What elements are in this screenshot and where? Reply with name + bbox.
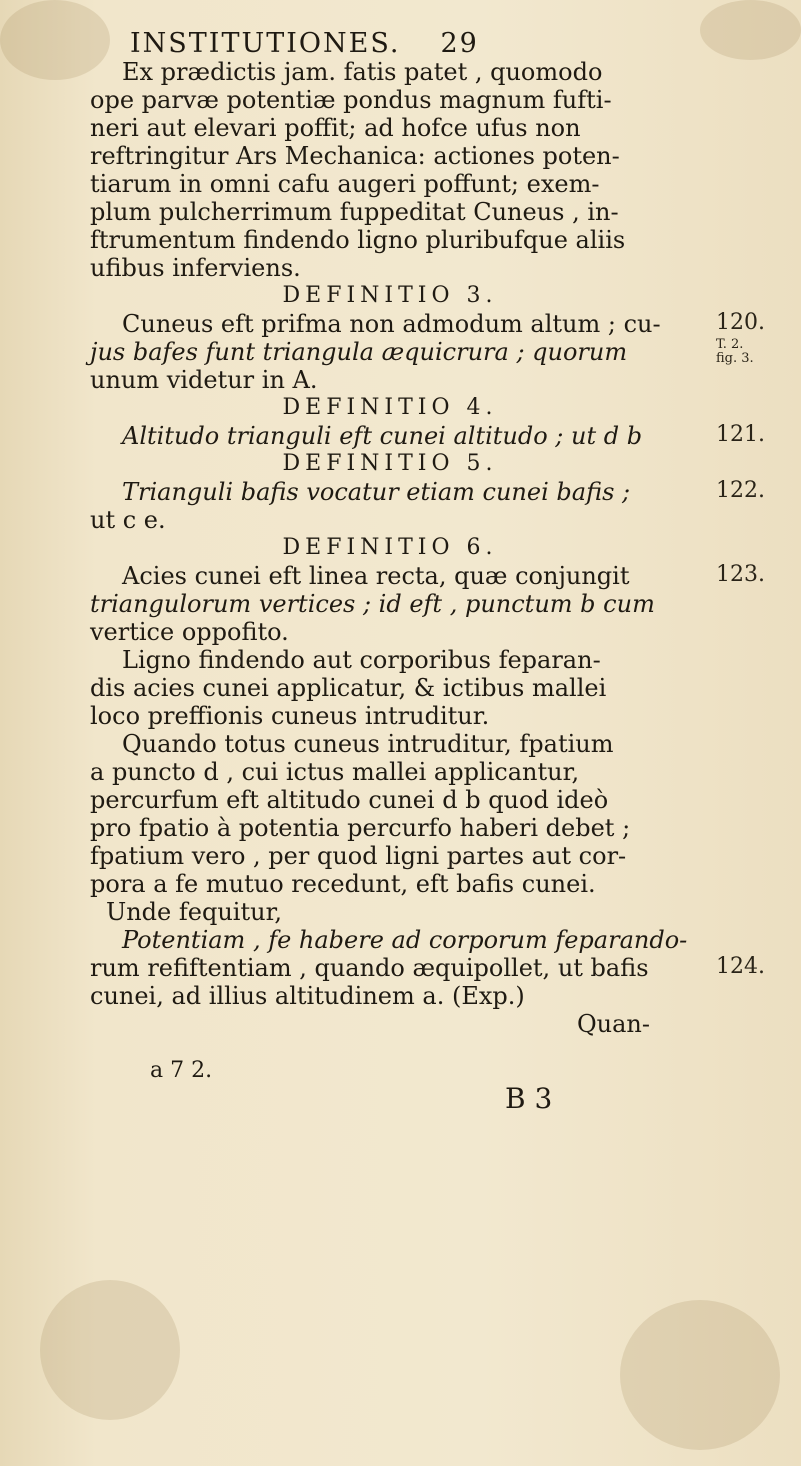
text-line: Ex prædictis jam. fatis patet , quomodo — [122, 58, 603, 86]
text-line: rum refiftentiam , quando æquipollet, ut bafis — [90, 954, 649, 982]
text-line: pora a fe mutuo recedunt, eft bafis cunei. — [90, 870, 596, 898]
fig-ref-plate: T. 2. — [716, 337, 744, 352]
text-line: ope parvæ potentiæ pondus magnum fufti- — [90, 86, 612, 114]
margin-note-124: 124. — [716, 954, 765, 979]
page-number: 29 — [440, 28, 479, 59]
text-line: Cuneus eft prifma non admodum altum ; cu- — [122, 310, 661, 338]
text-line: vertice oppofito. — [90, 618, 289, 646]
text-line: a puncto d , cui ictus mallei applicantur, — [90, 758, 580, 786]
margin-note-123: 123. — [716, 562, 765, 587]
text-line: ut c e. — [90, 506, 166, 534]
text-line: pro fpatio à potentia percurfo haberi debet ; — [90, 814, 631, 842]
text-line: Quando totus cuneus intruditur, fpatium — [122, 730, 614, 758]
paper-stain — [40, 1280, 180, 1420]
text-line: fpatium vero , per quod ligni partes aut cor- — [90, 842, 627, 870]
section-heading: DEFINITIO 5. — [282, 451, 498, 476]
header-title: INSTITUTIONES. — [130, 28, 401, 59]
printer-signature: a 7 2. — [150, 1058, 213, 1083]
text-line: unum videtur in A. — [90, 366, 318, 394]
section-heading: DEFINITIO 6. — [282, 535, 498, 560]
text-line: neri aut elevari poffit; ad hofce ufus non — [90, 114, 581, 142]
fig-ref-figure: fig. 3. — [716, 351, 754, 366]
text-line: reftringitur Ars Mechanica: actiones poten- — [90, 142, 620, 170]
margin-note-122: 122. — [716, 478, 765, 503]
catchword: Quan- — [576, 1010, 650, 1038]
text-line: cunei, ad illius altitudinem a. (Exp.) — [90, 982, 525, 1010]
text-line: dis acies cunei applicatur, & ictibus mallei — [90, 674, 607, 702]
margin-note-121: 121. — [716, 422, 765, 447]
section-heading: DEFINITIO 4. — [282, 395, 498, 420]
text-line: jus bafes funt triangula æquicrura ; quorum — [90, 338, 628, 366]
text-line: ufibus inferviens. — [90, 254, 301, 282]
text-line: plum pulcherrimum fuppeditat Cuneus , in- — [90, 198, 619, 226]
text-line: loco preffionis cuneus intruditur. — [90, 702, 490, 730]
margin-fig-ref — [716, 338, 796, 366]
gathering-signature: B 3 — [505, 1082, 553, 1115]
text-line: Acies cunei eft linea recta, quæ conjungit — [122, 562, 630, 590]
text-line: triangulorum vertices ; id eft , punctum b cum — [90, 590, 655, 618]
text-line: Trianguli bafis vocatur etiam cunei bafis ; — [122, 478, 631, 506]
text-line: tiarum in omni cafu augeri poffunt; exem- — [90, 170, 600, 198]
margin-note-120: 120. — [716, 310, 765, 335]
running-header — [130, 30, 690, 58]
text-line: Potentiam , fe habere ad corporum feparando- — [122, 926, 688, 954]
text-line: Ligno findendo aut corporibus feparan- — [122, 646, 601, 674]
paper-stain — [700, 0, 801, 60]
text-line: percurfum eft altitudo cunei d b quod ideò — [90, 786, 609, 814]
section-heading: DEFINITIO 3. — [282, 283, 498, 308]
page-text — [90, 30, 690, 1038]
text-line: Altitudo trianguli eft cunei altitudo ; ut d b — [122, 422, 643, 450]
text-line: ftrumentum findendo ligno pluribufque aliis — [90, 226, 626, 254]
text-line: Unde fequitur, — [106, 898, 283, 926]
paper-stain — [620, 1300, 780, 1450]
